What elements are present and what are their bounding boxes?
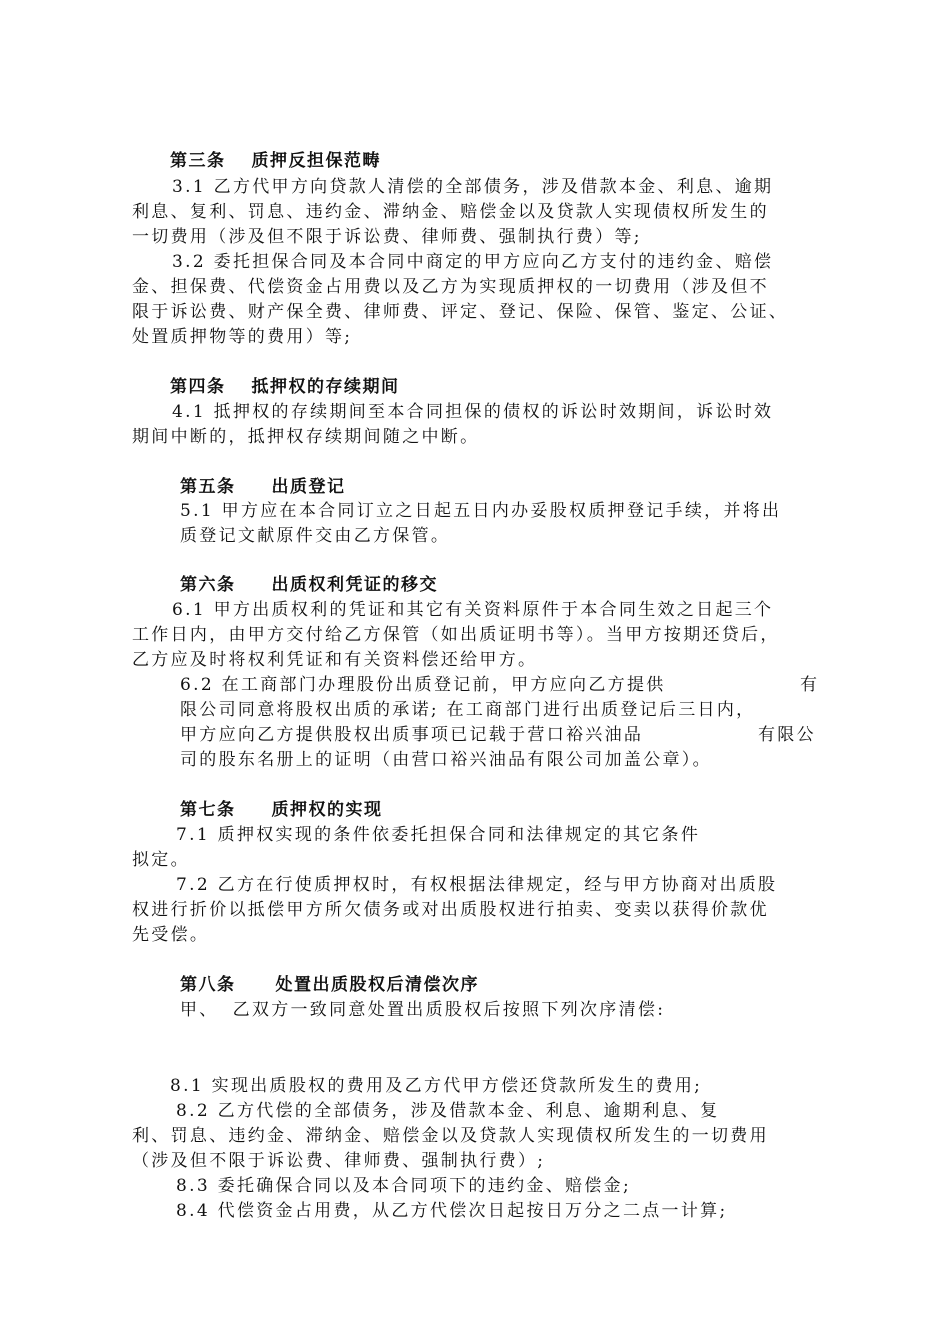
paragraph-line: 3.1 乙方代甲方向贷款人清偿的全部债务，涉及借款本金、利息、逾期 — [172, 177, 774, 197]
section-4-number: 第四条 — [170, 377, 226, 397]
paragraph-line: 5.1 甲方应在本合同订立之日起五日内办妥股权质押登记手续，并将出 — [180, 501, 782, 521]
paragraph-line: 利、罚息、违约金、滞纳金、赔偿金以及贷款人实现债权所发生的一切费用 — [132, 1126, 769, 1146]
paragraph-line: 8.1 实现出质股权的费用及乙方代甲方偿还贷款所发生的费用; — [170, 1076, 703, 1096]
paragraph-line — [180, 997, 665, 1023]
paragraph-line: 6.2 在工商部门办理股份出质登记前，甲方应向乙方提供 — [180, 675, 666, 695]
section-6-heading — [180, 572, 438, 598]
paragraph-line: 7.1 质押权实现的条件依委托担保合同和法律规定的其它条件 — [176, 825, 701, 845]
paragraph-line: 有限公 — [758, 725, 816, 745]
section-5-heading — [180, 474, 346, 500]
paragraph-line: 利息、复利、罚息、违约金、滞纳金、赔偿金以及贷款人实现债权所发生的 — [132, 202, 769, 222]
paragraph-line: 有 — [800, 675, 820, 695]
section-7-title: 质押权的实现 — [271, 800, 383, 820]
intro-text: 乙双方一致同意处置出质股权后按照下列次序清偿: — [232, 1000, 666, 1020]
paragraph-line: 期间中断的，抵押权存续期间随之中断。 — [132, 427, 480, 447]
paragraph-line: 4.1 抵押权的存续期间至本合同担保的债权的诉讼时效期间，诉讼时效 — [172, 402, 774, 422]
section-8-number: 第八条 — [180, 975, 236, 995]
paragraph-line: 拟定。 — [132, 850, 190, 870]
paragraph-line: 处置质押物等的费用）等; — [132, 327, 353, 347]
paragraph-line: 3.2 委托担保合同及本合同中商定的甲方应向乙方支付的违约金、赔偿 — [172, 252, 774, 272]
paragraph-line: 先受偿。 — [132, 925, 210, 945]
paragraph-line: 工作日内，由甲方交付给乙方保管（如出质证明书等）。当甲方按期还贷后， — [132, 625, 780, 645]
paragraph-line: 8.3 委托确保合同以及本合同项下的违约金、赔偿金; — [176, 1176, 631, 1196]
paragraph-line: 甲方应向乙方提供股权出质事项已记载于营口裕兴油品 — [180, 725, 644, 745]
paragraph-line: 金、担保费、代偿资金占用费以及乙方为实现质押权的一切费用（涉及但不 — [132, 277, 769, 297]
intro-party-a: 甲、 — [180, 1000, 219, 1020]
paragraph-line: 7.2 乙方在行使质押权时，有权根据法律规定，经与甲方协商对出质股 — [176, 875, 778, 895]
paragraph-line: 乙方应及时将权利凭证和有关资料偿还给甲方。 — [132, 650, 538, 670]
paragraph-line: 权进行折价以抵偿甲方所欠债务或对出质股权进行拍卖、变卖以获得价款优 — [132, 900, 769, 920]
paragraph-line: 一切费用（涉及但不限于诉讼费、律师费、强制执行费）等; — [132, 227, 642, 247]
section-3-heading — [170, 148, 381, 174]
section-7-heading — [180, 797, 383, 823]
section-3-number: 第三条 — [170, 151, 226, 171]
paragraph-line: 质登记文献原件交由乙方保管。 — [180, 526, 451, 546]
section-4-title: 抵押权的存续期间 — [251, 377, 400, 397]
paragraph-line: 司的股东名册上的证明（由营口裕兴油品有限公司加盖公章）。 — [180, 750, 712, 770]
section-6-title: 出质权利凭证的移交 — [271, 575, 438, 595]
section-4-heading — [170, 374, 400, 400]
section-5-title: 出质登记 — [271, 477, 346, 497]
section-3-title: 质押反担保范畴 — [251, 151, 381, 171]
paragraph-line: 8.2 乙方代偿的全部债务，涉及借款本金、利息、逾期利息、复 — [176, 1101, 720, 1121]
paragraph-line: 限公司同意将股权出质的承诺; 在工商部门进行出质登记后三日内， — [180, 700, 756, 720]
section-8-heading — [180, 972, 479, 998]
paragraph-line: 8.4 代偿资金占用费，从乙方代偿次日起按日万分之二点一计算; — [176, 1201, 728, 1221]
section-6-number: 第六条 — [180, 575, 236, 595]
section-8-title: 处置出质股权后清偿次序 — [275, 975, 479, 995]
section-5-number: 第五条 — [180, 477, 236, 497]
paragraph-line: 限于诉讼费、财产保全费、律师费、评定、登记、保险、保管、鉴定、公证、 — [132, 302, 789, 322]
paragraph-line: 6.1 甲方出质权利的凭证和其它有关资料原件于本合同生效之日起三个 — [172, 600, 774, 620]
paragraph-line: （涉及但不限于诉讼费、律师费、强制执行费）; — [132, 1151, 546, 1171]
section-7-number: 第七条 — [180, 800, 236, 820]
